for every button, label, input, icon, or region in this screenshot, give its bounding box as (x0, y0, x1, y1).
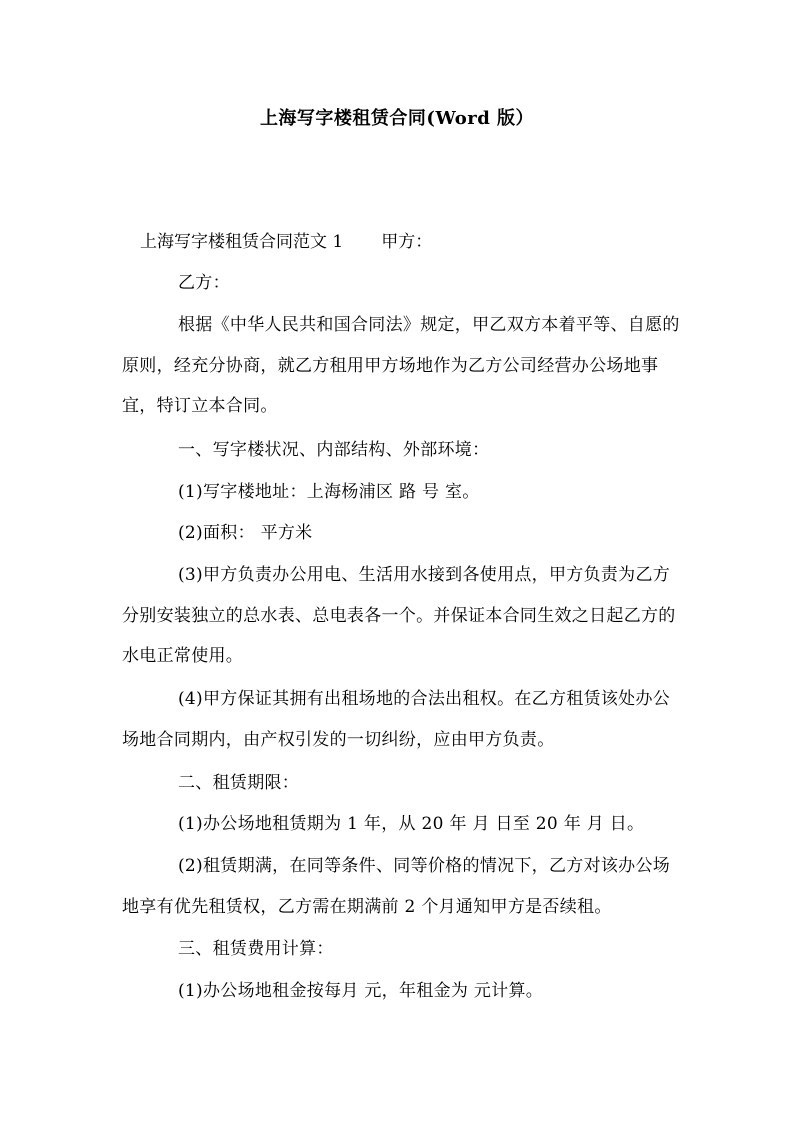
clause-3-1: (1)办公场地租金按每月 元，年租金为 元计算。 (178, 981, 544, 1001)
contract-heading-line (140, 226, 432, 258)
section-2-heading: 二、租赁期限： (178, 773, 300, 793)
contract-sample-heading: 上海写字楼租赁合同范文 1 (140, 232, 344, 252)
section-3-heading: 三、租赁费用计算： (178, 939, 334, 959)
clause-1-2: (2)面积： 平方米 (178, 523, 313, 543)
preamble-paragraph: 根据《中华人民共和国合同法》规定，甲乙双方本着平等、自愿的原则，经充分协商，就乙方租用甲方场地作为乙方公司经营办公场地事宜，特订立本合同。 (122, 315, 680, 416)
clause-2-1: (1)办公场地租赁期为 1 年，从 20 年 月 日至 20 年 月 日。 (178, 814, 645, 834)
clause-1-4: (4)甲方保证其拥有出租场地的合法出租权。在乙方租赁该处办公场地合同期内，由产权引发的一切纠纷，应由甲方负责。 (122, 689, 671, 750)
party-b-label: 乙方： (178, 273, 230, 293)
party-a-label: 甲方： (381, 232, 433, 252)
clause-2-2: (2)租赁期满，在同等条件、同等价格的情况下，乙方对该办公场地享有优先租赁权，乙方需在期满前 2 个月通知甲方是否续租。 (122, 856, 671, 917)
clause-1-3: (3)甲方负责办公用电、生活用水接到各使用点，甲方负责为乙方分别安装独立的总水表、总电表各一个。并保证本合同生效之日起乙方的水电正常使用。 (122, 565, 676, 666)
clause-1-1: (1)写字楼地址：上海杨浦区 路 号 室。 (178, 482, 480, 502)
section-1-heading: 一、写字楼状况、内部结构、外部环境： (178, 440, 490, 460)
document-title: 上海写字楼租赁合同(Word 版） (259, 108, 535, 129)
